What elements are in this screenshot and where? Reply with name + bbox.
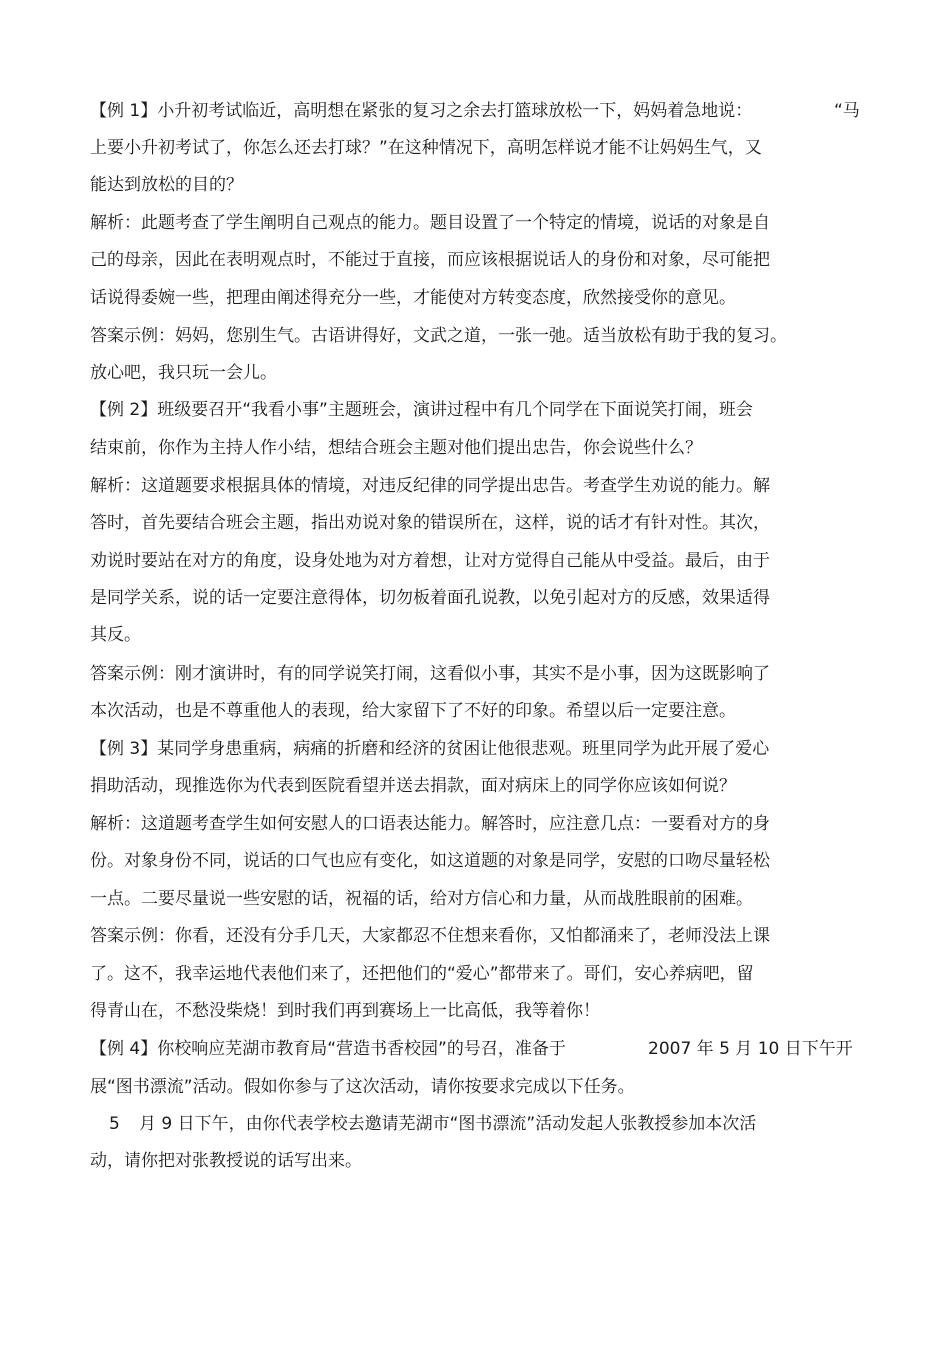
text-line: 答案示例：你看，还没有分手几天，大家都忍不住想来看你，又怕都涌来了，老师没法上课 [90, 926, 770, 946]
text-line: 劝说时要站在对方的角度，设身处地为对方着想，让对方觉得自己能从中受益。最后，由于 [90, 551, 770, 571]
text-line [90, 1113, 910, 1135]
text-line: 能达到放松的目的？ [90, 175, 243, 195]
text-segment: “马 [834, 101, 860, 121]
text-segment: 月 9 日下午，由你代表学校去邀请芜湖市“图书漂流”活动发起人张教授参加本次活 [139, 1114, 757, 1134]
text-line: 解析：这道题要求根据具体的情境，对违反纪律的同学提出忠告。考查学生劝说的能力。解 [90, 476, 770, 496]
text-segment: 5 [109, 1114, 120, 1134]
text-line: 答案示例：妈妈，您别生气。古语讲得好，文武之道，一张一弛。适当放松有助于我的复习。 [90, 326, 787, 346]
text-line [90, 100, 910, 122]
text-line: 己的母亲，因此在表明观点时，不能过于直接，而应该根据说话人的身份和对象，尽可能把 [90, 250, 770, 270]
text-line: 动，请你把对张教授说的话写出来。 [90, 1151, 362, 1171]
text-line: 本次活动，也是不尊重他人的表现，给大家留下了不好的印象。希望以后一定要注意。 [90, 701, 736, 721]
text-segment: 【例 1】小升初考试临近，高明想在紧张的复习之余去打篮球放松一下，妈妈着急地说： [90, 101, 753, 121]
text-line: 份。对象身份不同，说话的口气也应有变化，如这道题的对象是同学，安慰的口吻尽量轻松 [90, 851, 770, 871]
text-line: 答案示例：刚才演讲时，有的同学说笑打闹，这看似小事，其实不是小事，因为这既影响了 [90, 664, 770, 684]
text-line: 一点。二要尽量说一些安慰的话，祝福的话，给对方信心和力量，从而战胜眼前的困难。 [90, 889, 753, 909]
text-line: 结束前，你作为主持人作小结，想结合班会主题对他们提出忠告，你会说些什么？ [90, 438, 702, 458]
text-line: 其反。 [90, 625, 141, 645]
text-segment: 【例 4】你校响应芜湖市教育局“营造书香校园”的号召，准备于 [90, 1039, 566, 1059]
text-line [90, 1038, 910, 1060]
text-segment: 2007 年 5 月 10 日下午开 [648, 1039, 853, 1059]
text-line: 【例 3】某同学身患重病，病痛的折磨和经济的贫困让他很悲观。班里同学为此开展了爱心 [90, 739, 770, 759]
text-line: 是同学关系，说的话一定要注意得体，切勿板着面孔说教，以免引起对方的反感，效果适得 [90, 588, 770, 608]
text-line: 答时，首先要结合班会主题，指出劝说对象的错误所在，这样，说的话才有针对性。其次， [90, 513, 770, 533]
text-line: 【例 2】班级要召开“我看小事”主题班会，演讲过程中有几个同学在下面说笑打闹，班会 [90, 400, 753, 420]
text-line: 上要小升初考试了，你怎么还去打球？”在这种情况下，高明怎样说才能不让妈妈生气，又 [90, 138, 762, 158]
text-line: 话说得委婉一些，把理由阐述得充分一些，才能使对方转变态度，欣然接受你的意见。 [90, 288, 736, 308]
text-line: 了。这不，我幸运地代表他们来了，还把他们的“爱心”都带来了。哥们，安心养病吧，留 [90, 964, 754, 984]
text-line: 展“图书漂流”活动。假如你参与了这次活动，请你按要求完成以下任务。 [90, 1077, 635, 1097]
text-line: 解析：此题考查了学生阐明自己观点的能力。题目设置了一个特定的情境，说话的对象是自 [90, 213, 770, 233]
text-line: 解析：这道题考查学生如何安慰人的口语表达能力。解答时，应注意几点：一要看对方的身 [90, 814, 770, 834]
text-line: 捐助活动，现推选你为代表到医院看望并送去捐款，面对病床上的同学你应该如何说？ [90, 776, 736, 796]
text-line: 放心吧，我只玩一会儿。 [90, 363, 277, 383]
text-line: 得青山在，不愁没柴烧！到时我们再到赛场上一比高低，我等着你！ [90, 1001, 600, 1021]
